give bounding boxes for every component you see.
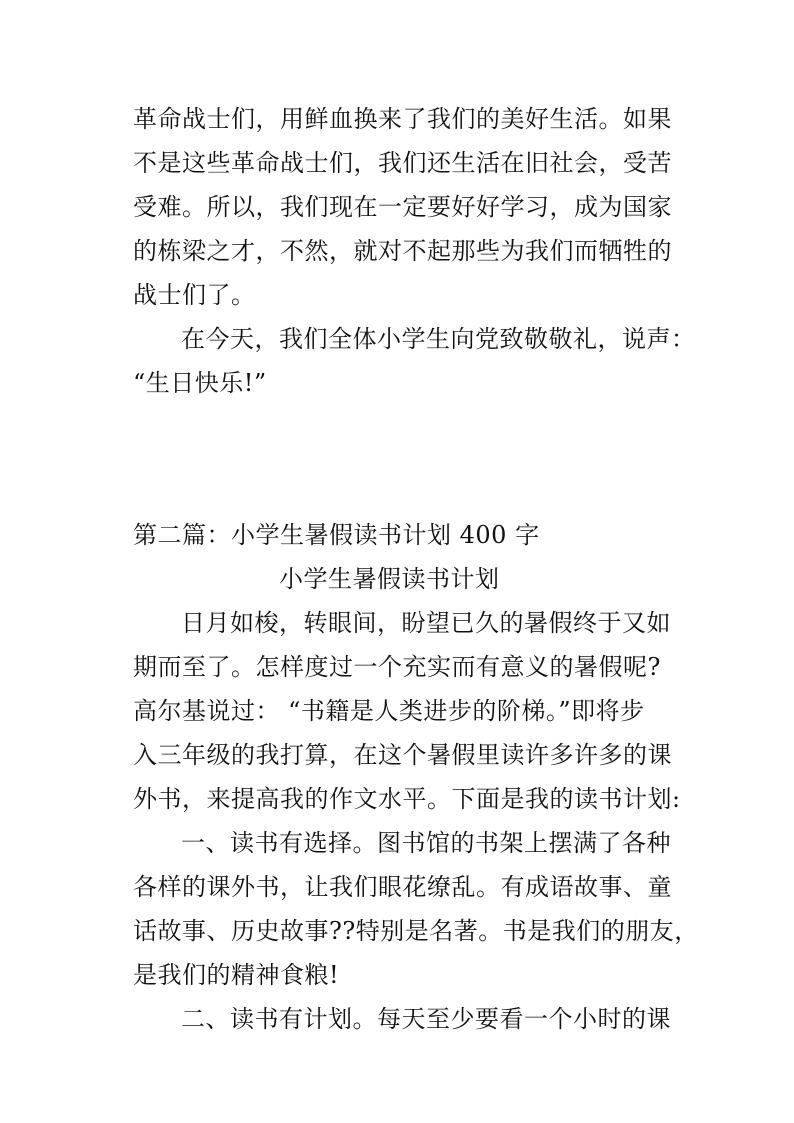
paragraph-line: 话故事、历史故事??特别是名著。书是我们的朋友， — [133, 917, 699, 945]
paragraph-line: 日月如梭，转眼间，盼望已久的暑假终于又如 — [181, 609, 671, 637]
paragraph-line: 外书，来提高我的作文水平。下面是我的读书计划: — [133, 785, 681, 813]
paragraph-line: 期而至了。怎样度过一个充实而有意义的暑假呢? — [133, 653, 661, 681]
paragraph-line: 是我们的精神食粮! — [133, 961, 340, 989]
essay-title: 小学生暑假读书计划 — [279, 565, 500, 593]
paragraph-line: 二、读书有计划。每天至少要看一个小时的课 — [181, 1005, 671, 1033]
paragraph-line: 不是这些革命战士们，我们还生活在旧社会，受苦 — [133, 149, 672, 177]
section-heading: 第二篇：小学生暑假读书计划 400 字 — [133, 521, 540, 549]
paragraph-line: 各样的课外书，让我们眼花缭乱。有成语故事、童 — [133, 873, 672, 901]
paragraph-line: 入三年级的我打算，在这个暑假里读许多许多的课 — [133, 741, 672, 769]
paragraph-line: 在今天，我们全体小学生向党致敬敬礼，说声： — [181, 325, 696, 353]
paragraph-line: 高尔基说过： “书籍是人类进步的阶梯。”即将步 — [133, 697, 645, 725]
paragraph-line: 的栋梁之才，不然，就对不起那些为我们而牺牲的 — [133, 237, 672, 265]
paragraph-line: 战士们了。 — [133, 281, 256, 309]
paragraph-line: “生日快乐!” — [133, 369, 267, 397]
paragraph-line: 受难。所以，我们现在一定要好好学习，成为国家 — [133, 193, 672, 221]
essay-part-two — [133, 513, 699, 1041]
paragraph-line: 一、读书有选择。图书馆的书架上摆满了各种 — [181, 829, 671, 857]
essay-part-one — [133, 97, 696, 405]
paragraph-line: 革命战士们，用鲜血换来了我们的美好生活。如果 — [133, 105, 672, 133]
